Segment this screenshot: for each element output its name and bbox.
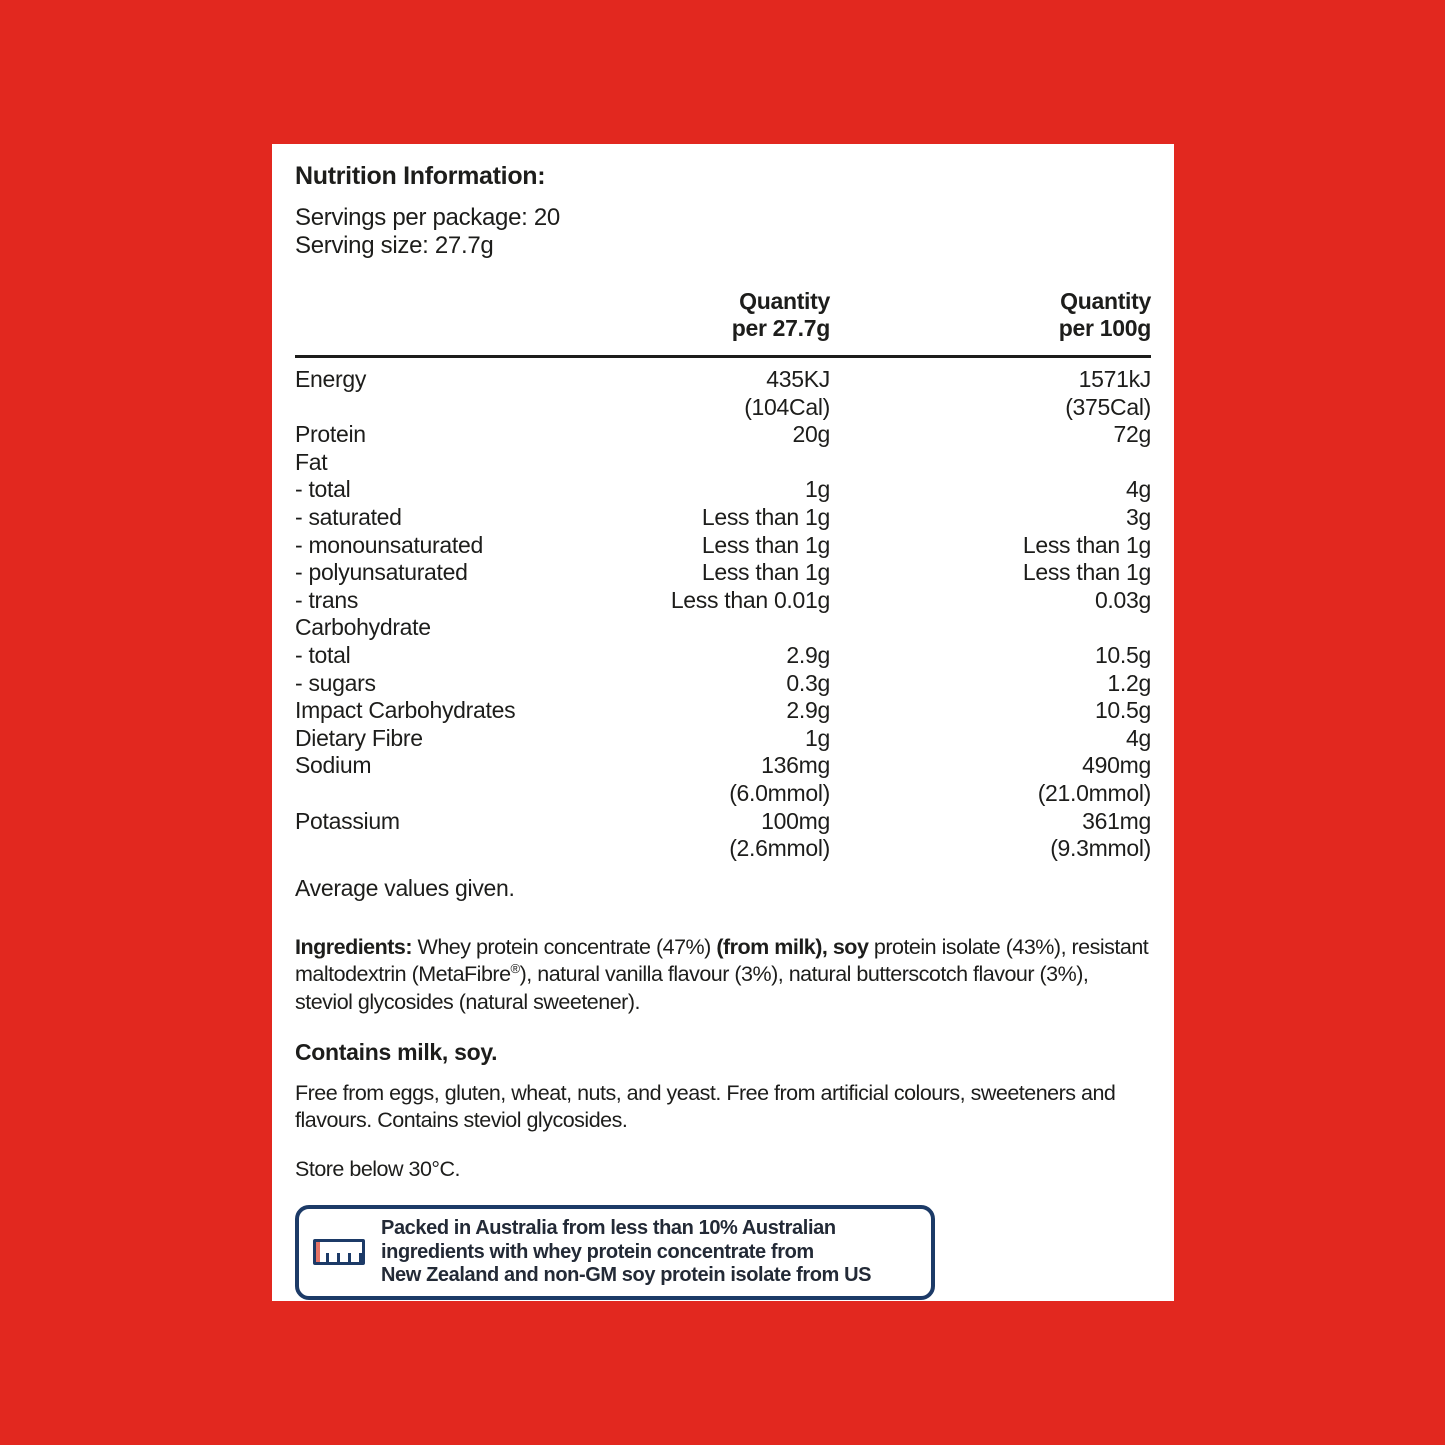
quantity-per-100g [830,449,1151,477]
quantity-per-serving: 20g [792,421,830,448]
quantity-per-serving: Less than 1g [701,531,830,558]
table-row [295,697,1151,725]
bar-scale-tick [326,1253,329,1262]
origin-statement [381,1217,871,1288]
quantity-per-100g: (9.3mmol) [1050,835,1151,862]
quantity-per-serving: 136mg [761,752,830,779]
free-from-statement: Free from eggs, gluten, wheat, nuts, and yeast. Free from artificial colours, sweeteners and flavours. Contains steviol glycosides. [295,1080,1116,1133]
serving-size: Serving size: 27.7g [295,232,494,259]
serving-info [295,204,1151,260]
table-row [295,587,1151,615]
nutrient-label: Energy [295,366,367,392]
nutrient-label [295,835,550,863]
column-header-per-serving [550,288,830,342]
nutrient-label: Protein [295,421,366,448]
quantity-per-100g: (375Cal) [1065,393,1151,420]
country-of-origin-box [295,1205,935,1300]
origin-statement-line: Packed in Australia from less than 10% Australian [381,1217,836,1240]
table-row [295,642,1151,670]
nutrition-label-panel [272,144,1174,1301]
quantity-per-serving: 1g [805,724,830,751]
ingredients-paragraph [295,934,1151,1017]
quantity-per-100g: Less than 1g [1022,559,1151,586]
quantity-per-100g: 1571kJ [1078,366,1151,392]
table-row [295,835,1151,863]
quantity-per-serving: Less than 1g [701,559,830,586]
average-values-note: Average values given. [295,874,515,901]
nutrient-label: - saturated [295,503,402,530]
quantity-per-serving: Less than 1g [701,503,830,530]
column-header-line: Quantity [739,288,830,314]
table-body [295,366,1151,863]
table-header-row [295,288,1151,342]
nutrient-label: Carbohydrate [295,614,431,641]
quantity-per-serving: 2.9g [786,641,830,668]
quantity-per-100g: 0.03g [1094,586,1151,613]
nutrition-table [295,288,1151,863]
allergen-contains-statement: Contains milk, soy. [295,1038,498,1065]
quantity-per-serving: 2.9g [786,697,830,724]
origin-statement-line: ingredients with whey protein concentrate from [381,1240,814,1263]
quantity-per-serving [550,614,830,642]
bar-scale-tick [348,1253,351,1262]
quantity-per-100g: 72g [1113,421,1151,448]
quantity-per-100g: 10.5g [1094,697,1151,724]
table-row [295,449,1151,477]
quantity-per-100g: 1.2g [1107,669,1151,696]
quantity-per-serving: (2.6mmol) [729,835,830,862]
table-row [295,752,1151,780]
nutrient-label: Fat [295,448,328,475]
origin-statement-line: New Zealand and non-GM soy protein isolate from US [381,1264,872,1287]
quantity-per-serving [550,449,830,477]
table-row [295,725,1151,753]
nutrient-label: Impact Carbohydrates [295,697,516,724]
column-header-line: per 27.7g [731,315,830,341]
ingredients-segment: ), natural vanilla flavour (3%), natural butterscotch flavour (3%), steviol glycosides (natural sweetener). [295,962,1089,1014]
nutrient-label: Sodium [295,752,372,779]
nutrient-label: - total [295,476,351,503]
header-spacer [295,288,550,342]
ingredients-segment: (from milk), soy [716,934,869,959]
quantity-per-serving: (6.0mmol) [729,779,830,806]
ingredients-segment: Ingredients: [295,934,413,959]
nutrient-label: - sugars [295,669,376,696]
quantity-per-100g: (21.0mmol) [1037,779,1151,806]
column-header-per-100g [830,288,1151,342]
quantity-per-100g: 4g [1126,476,1151,503]
table-row [295,504,1151,532]
quantity-per-100g: 490mg [1082,752,1151,779]
table-row [295,421,1151,449]
quantity-per-serving: Less than 0.01g [670,586,830,613]
table-row [295,394,1151,422]
column-header-line: per 100g [1058,315,1151,341]
quantity-per-100g: Less than 1g [1022,531,1151,558]
quantity-per-serving: (104Cal) [744,393,830,420]
header-divider-rule [295,355,1151,358]
quantity-per-100g: 4g [1126,724,1151,751]
ingredients-segment: ® [510,961,520,977]
quantity-per-serving: 1g [805,476,830,503]
servings-per-package: Servings per package: 20 [295,204,560,231]
quantity-per-serving: 100mg [761,807,830,834]
quantity-per-serving: 0.3g [786,669,830,696]
table-row [295,780,1151,808]
bar-scale-tick [359,1253,362,1262]
nutrient-label: - monounsaturated [295,531,483,558]
australian-ingredients-bar-chart-icon [313,1239,365,1265]
table-row [295,366,1151,394]
page-title: Nutrition Information: [295,162,546,190]
column-header-line: Quantity [1060,288,1151,314]
bar-scale-tick [337,1253,340,1262]
nutrient-label: - polyunsaturated [295,559,468,586]
nutrient-label: - trans [295,586,359,613]
quantity-per-100g: 10.5g [1094,641,1151,668]
quantity-per-100g: 3g [1126,503,1151,530]
quantity-per-100g [830,614,1151,642]
nutrient-label [295,394,550,422]
table-row [295,670,1151,698]
ingredients-segment: Whey protein concentrate (47%) [412,934,717,959]
table-row [295,532,1151,560]
table-row [295,559,1151,587]
quantity-per-serving: 435KJ [766,366,830,392]
table-row [295,476,1151,504]
storage-instruction: Store below 30°C. [295,1157,461,1182]
nutrient-label: Potassium [295,807,400,834]
nutrient-label: Dietary Fibre [295,724,423,751]
table-row [295,808,1151,836]
nutrient-label [295,780,550,808]
ingredients-segment: protein isolate (43%), resistant maltodextrin (MetaFibre [295,934,1149,987]
australian-portion-bar [316,1242,320,1262]
quantity-per-100g: 361mg [1082,807,1151,834]
nutrient-label: - total [295,641,351,668]
table-row [295,614,1151,642]
